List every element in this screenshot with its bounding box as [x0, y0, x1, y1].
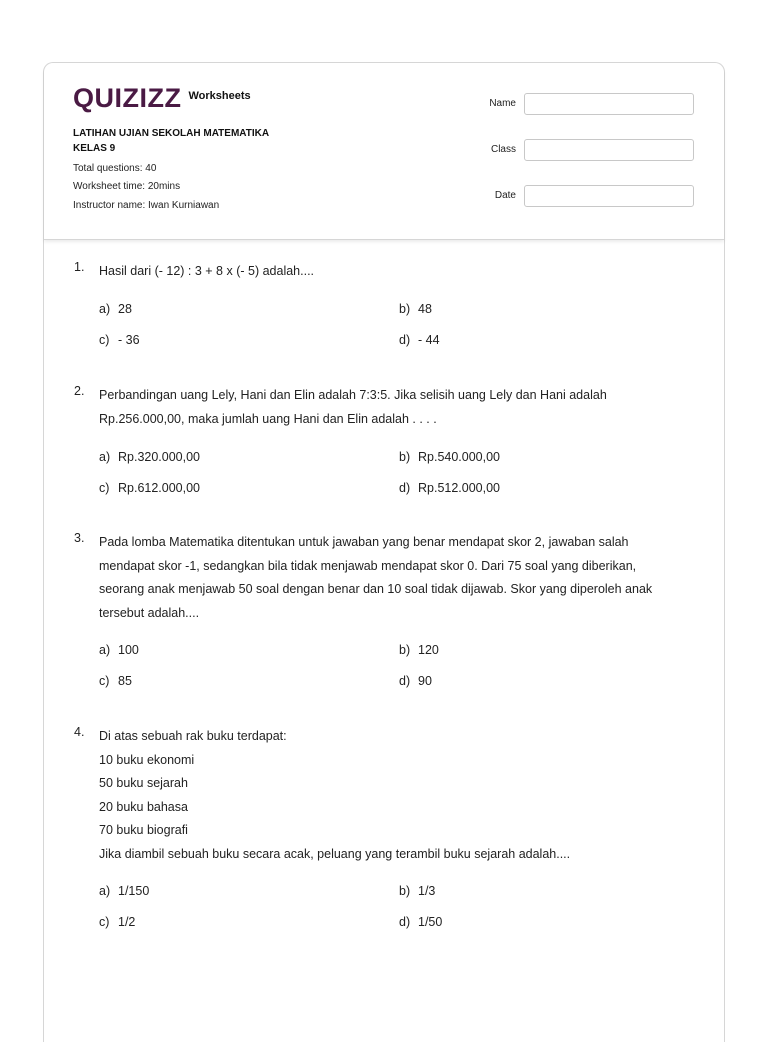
question-number: 4.: [74, 725, 85, 739]
question-number: 1.: [74, 260, 85, 274]
quizizz-logo: QUIZIZZ: [73, 83, 182, 113]
option-b: [399, 302, 432, 316]
question-line: Di atas sebuah rak buku terdapat:: [99, 729, 287, 743]
option-text: 100: [118, 643, 139, 657]
question-text: [99, 384, 679, 431]
option-text: 1/3: [418, 884, 436, 898]
date-field[interactable]: [524, 185, 694, 207]
option-letter: d): [399, 915, 411, 929]
worksheet-time: Worksheet time: 20mins: [73, 181, 181, 192]
option-text: 120: [418, 643, 439, 657]
option-text: 48: [418, 302, 432, 316]
class-field[interactable]: [524, 139, 694, 161]
option-b: [399, 884, 435, 898]
title-line-2: KELAS 9: [73, 143, 116, 154]
option-c: [99, 674, 132, 688]
question-line: 50 buku sejarah: [99, 776, 188, 790]
option-letter: a): [99, 302, 111, 316]
worksheet-title: [73, 126, 333, 156]
question-line: Perbandingan uang Lely, Hani dan Elin adalah 7:3:5. Jika selisih uang Lely dan Hani adalah: [99, 388, 607, 402]
option-d: [399, 333, 440, 347]
question-line: tersebut adalah....: [99, 605, 200, 620]
date-label: Date: [494, 190, 516, 201]
total-questions: Total questions: 40: [73, 163, 157, 174]
option-text: Rp.512.000,00: [418, 481, 501, 495]
option-letter: c): [99, 674, 110, 688]
option-d: [399, 674, 432, 688]
option-c: [99, 915, 135, 929]
question-line: mendapat skor -1, sedangkan bila tidak menjawab mendapat skor 0. Dari 75 soal yang diberikan,: [99, 558, 637, 573]
option-letter: a): [99, 450, 111, 464]
option-text: Rp.320.000,00: [118, 450, 201, 464]
option-text: 1/2: [118, 915, 136, 929]
option-letter: c): [99, 915, 110, 929]
question-text: [99, 260, 679, 284]
instructor-name: Instructor name: Iwan Kurniawan: [73, 200, 220, 211]
option-text: 1/50: [418, 915, 443, 929]
option-a: [99, 450, 200, 464]
option-letter: d): [399, 481, 411, 495]
option-letter: c): [99, 481, 110, 495]
question-line: seorang anak menjawab 50 soal dengan benar dan 10 soal tidak dijawab. Skor yang diperoleh anak: [99, 582, 653, 596]
question-line: Pada lomba Matematika ditentukan untuk jawaban yang benar mendapat skor 2, jawaban salah: [99, 535, 629, 549]
class-label: Class: [490, 144, 516, 155]
option-letter: a): [99, 643, 111, 657]
option-letter: c): [99, 333, 110, 347]
option-letter: d): [399, 333, 411, 347]
option-c: [99, 333, 140, 347]
option-b: [399, 450, 500, 464]
logo-subtitle: Worksheets: [188, 90, 251, 102]
brand: [73, 83, 251, 114]
option-text: 1/150: [118, 884, 150, 898]
title-line-1: LATIHAN UJIAN SEKOLAH MATEMATIKA: [73, 128, 270, 139]
option-a: [99, 884, 149, 898]
option-text: - 44: [418, 333, 440, 347]
option-a: [99, 643, 139, 657]
option-text: Rp.540.000,00: [418, 450, 501, 464]
option-a: [99, 302, 132, 316]
question-number: 3.: [74, 531, 85, 545]
question-line: 70 buku biografi: [99, 823, 188, 837]
option-text: 28: [118, 302, 132, 316]
option-letter: b): [399, 450, 411, 464]
option-letter: d): [399, 674, 411, 688]
question-text: [99, 531, 679, 625]
option-text: Rp.612.000,00: [118, 481, 201, 495]
option-letter: b): [399, 643, 411, 657]
name-field[interactable]: [524, 93, 694, 115]
question-line: Hasil dari (- 12) : 3 + 8 x (- 5) adalah....: [99, 264, 315, 278]
option-text: 85: [118, 674, 132, 688]
option-d: [399, 481, 500, 495]
option-text: - 36: [118, 333, 140, 347]
option-d: [399, 915, 442, 929]
question-line: 10 buku ekonomi: [99, 752, 195, 767]
question-text: [99, 725, 679, 866]
option-b: [399, 643, 439, 657]
option-text: 90: [418, 674, 432, 688]
worksheet-header: [44, 63, 724, 240]
question-line: Rp.256.000,00, maka jumlah uang Hani dan Elin adalah . . . .: [99, 411, 437, 426]
question-line: Jika diambil sebuah buku secara acak, peluang yang terambil buku sejarah adalah....: [99, 846, 571, 861]
option-letter: b): [399, 884, 411, 898]
option-c: [99, 481, 200, 495]
option-letter: a): [99, 884, 111, 898]
option-letter: b): [399, 302, 411, 316]
name-label: Name: [489, 98, 516, 109]
question-number: 2.: [74, 384, 85, 398]
question-line: 20 buku bahasa: [99, 799, 188, 814]
